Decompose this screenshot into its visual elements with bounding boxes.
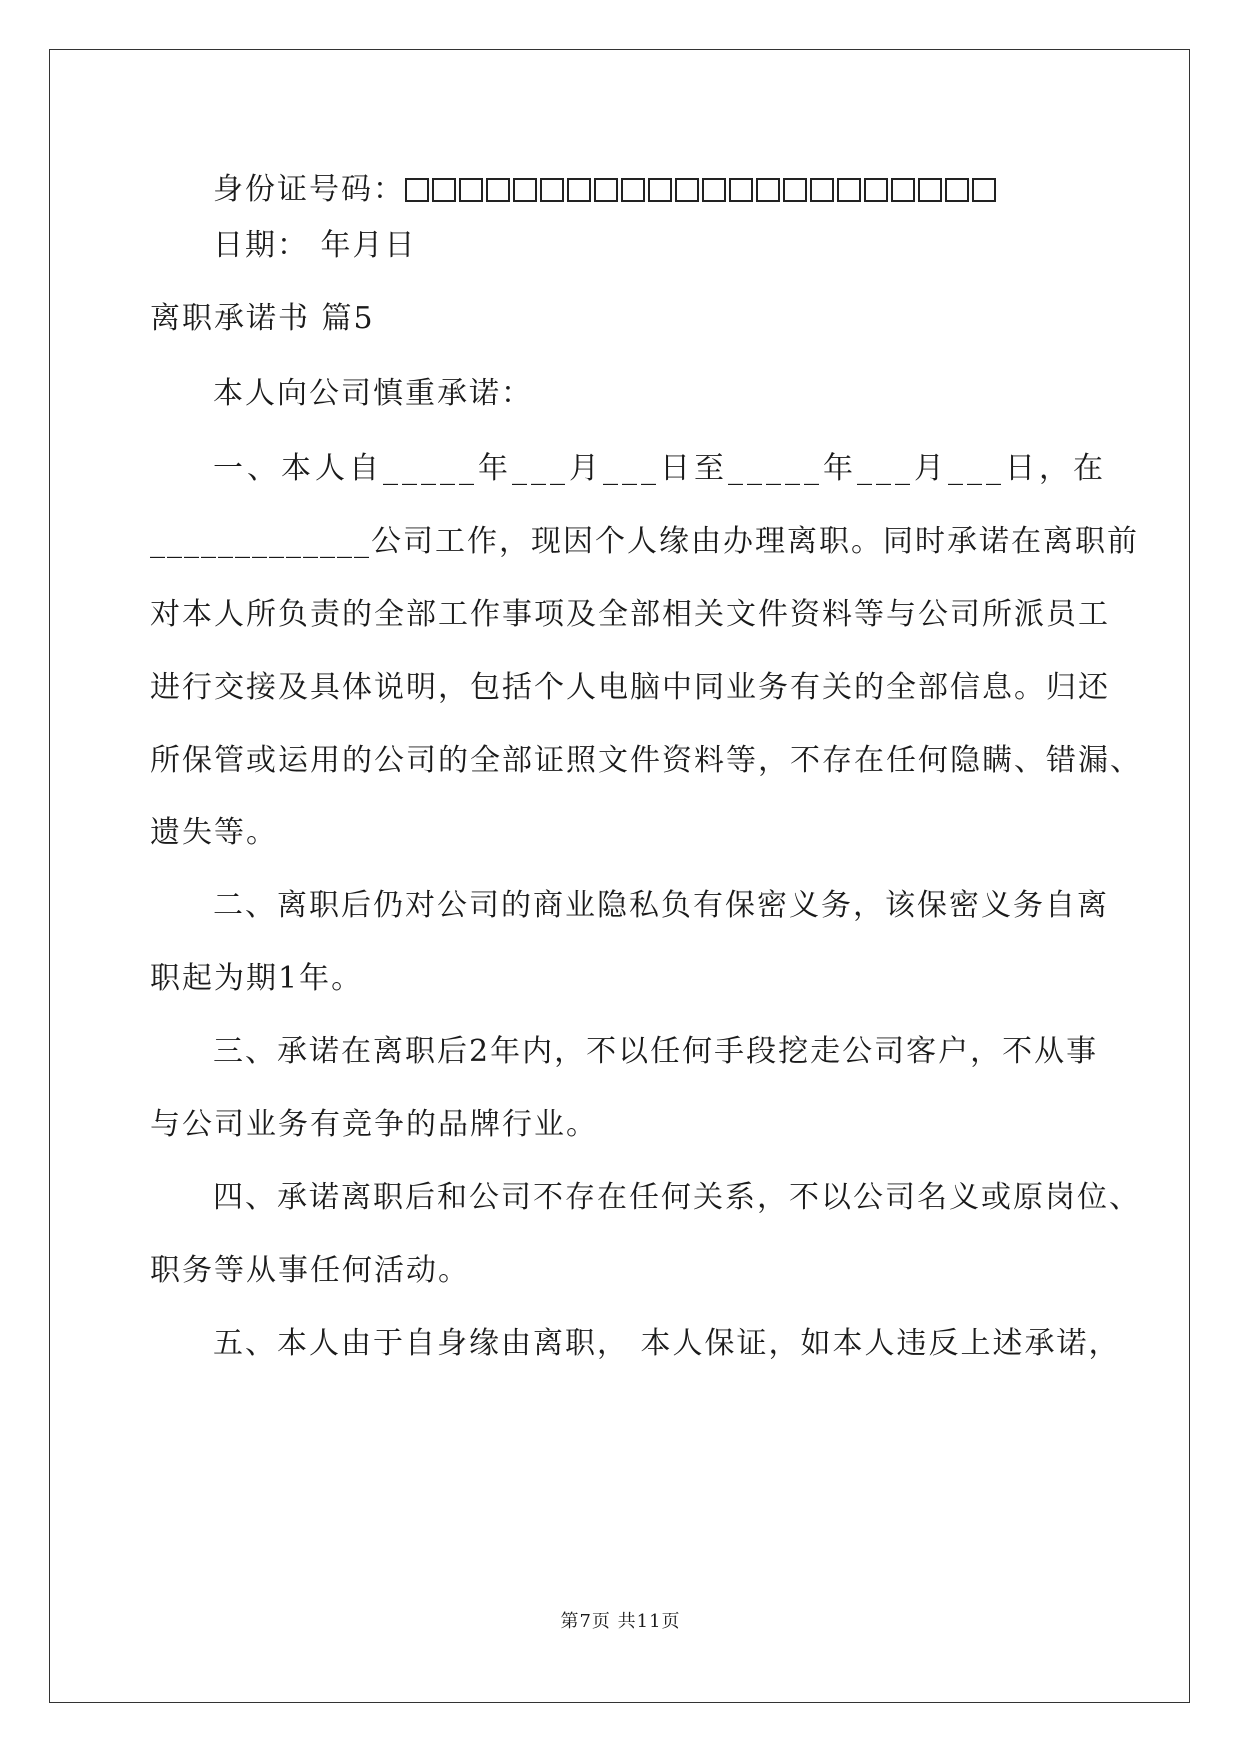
id-digit-box	[567, 178, 591, 202]
body-line: 三、承诺在离职后2年内，不以任何手段挖走公司客户，不从事	[213, 1034, 1099, 1069]
date-line: 日期： 年月日	[213, 228, 417, 263]
page-border	[49, 49, 1190, 1703]
body-line: 职务等从事任何活动。	[150, 1253, 470, 1288]
id-digit-box	[783, 178, 807, 202]
body-line: _____________公司工作，现因个人缘由办理离职。同时承诺在离职前	[150, 524, 1139, 559]
body-line: 二、离职后仍对公司的商业隐私负有保密义务，该保密义务自离	[213, 888, 1109, 923]
id-digit-box	[756, 178, 780, 202]
id-digit-box	[729, 178, 753, 202]
id-digit-box	[972, 178, 996, 202]
id-digit-box	[918, 178, 942, 202]
id-digit-box	[405, 178, 429, 202]
id-digit-box	[702, 178, 726, 202]
body-line: 所保管或运用的公司的全部证照文件资料等，不存在任何隐瞒、错漏、	[150, 743, 1142, 778]
body-line: 与公司业务有竞争的品牌行业。	[150, 1107, 598, 1142]
id-number-boxes	[405, 172, 999, 207]
page-number-footer: 第7页 共11页	[560, 1611, 681, 1632]
id-digit-box	[621, 178, 645, 202]
id-digit-box	[540, 178, 564, 202]
section-title: 离职承诺书 篇5	[150, 301, 375, 336]
id-digit-box	[675, 178, 699, 202]
body-line: 五、本人由于自身缘由离职， 本人保证，如本人违反上述承诺，	[213, 1326, 1121, 1361]
id-digit-box	[486, 178, 510, 202]
id-digit-box	[864, 178, 888, 202]
body-line: 遗失等。	[150, 815, 278, 850]
id-digit-box	[459, 178, 483, 202]
id-digit-box	[594, 178, 618, 202]
body-line: 一、本人自_____年___月___日至_____年___月___日，在	[213, 451, 1107, 486]
id-digit-box	[810, 178, 834, 202]
id-digit-box	[891, 178, 915, 202]
body-line: 四、承诺离职后和公司不存在任何关系，不以公司名义或原岗位、	[213, 1180, 1141, 1215]
body-line: 进行交接及具体说明，包括个人电脑中同业务有关的全部信息。归还	[150, 670, 1110, 705]
id-digit-box	[945, 178, 969, 202]
body-line: 职起为期1年。	[150, 961, 364, 996]
id-number-line	[213, 172, 999, 208]
id-digit-box	[648, 178, 672, 202]
id-digit-box	[432, 178, 456, 202]
id-number-label: 身份证号码：	[213, 172, 405, 207]
id-digit-box	[837, 178, 861, 202]
body-line: 对本人所负责的全部工作事项及全部相关文件资料等与公司所派员工	[150, 597, 1110, 632]
intro-line: 本人向公司慎重承诺：	[213, 376, 533, 411]
id-digit-box	[513, 178, 537, 202]
